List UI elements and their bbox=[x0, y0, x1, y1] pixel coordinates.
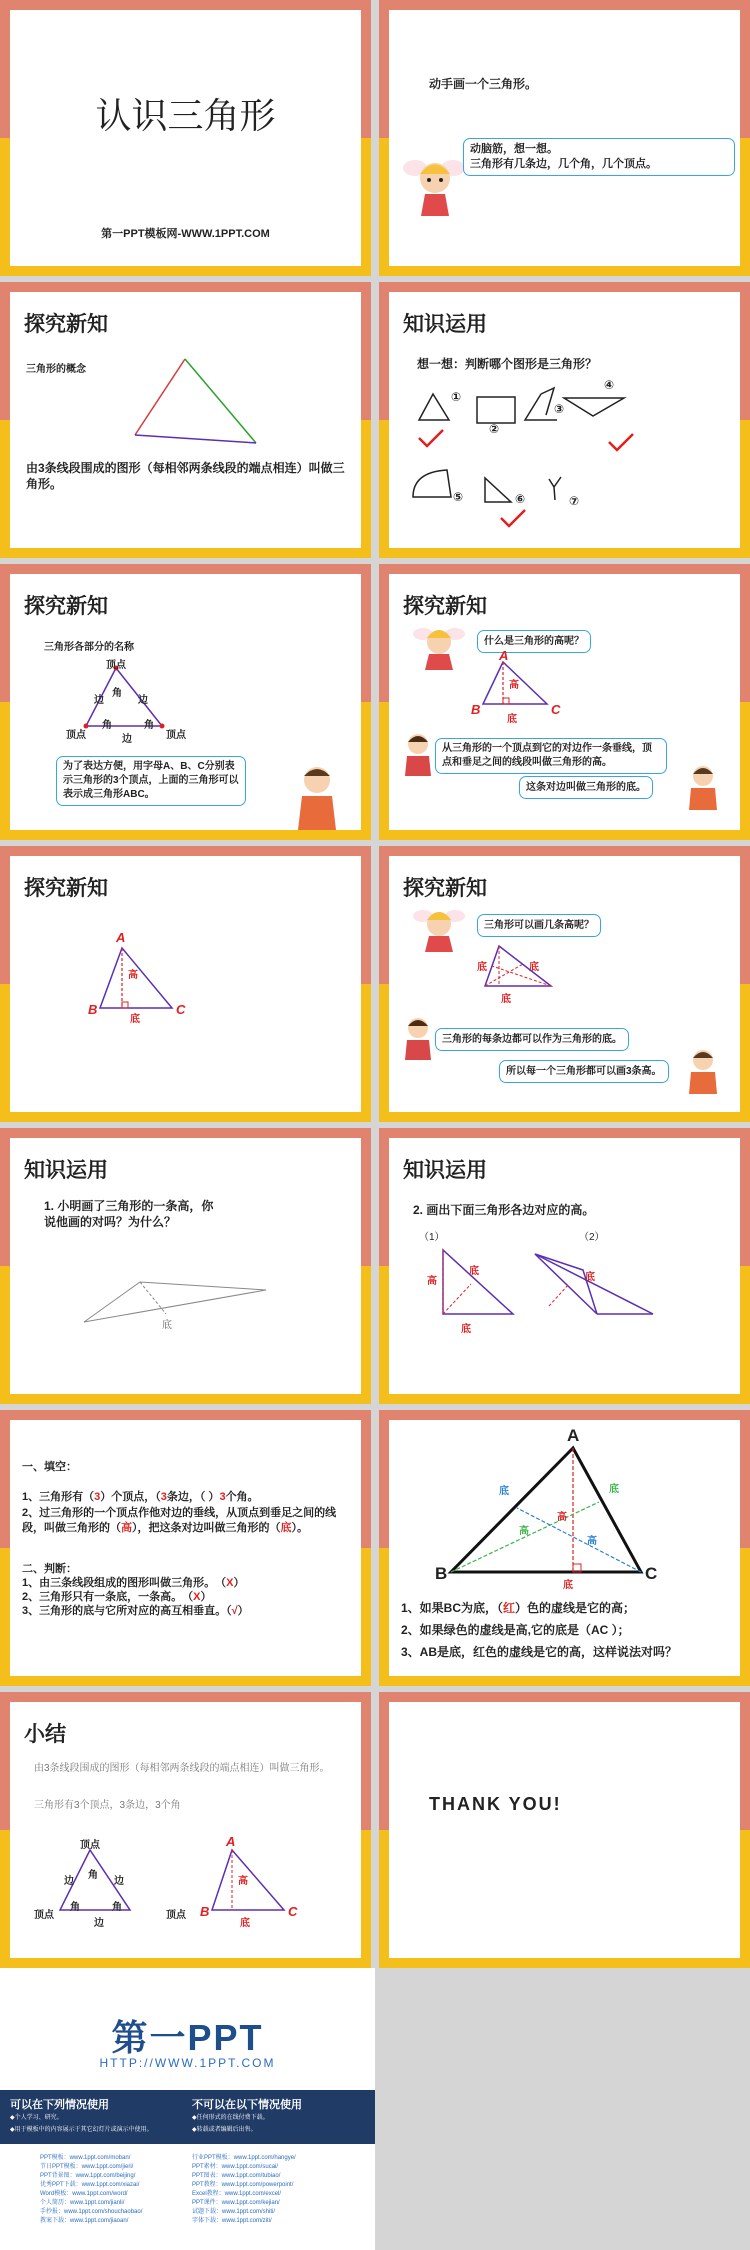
vertex-c: C bbox=[645, 1564, 658, 1583]
link[interactable]: 节日PPT模板：www.1ppt.com/jieri/ bbox=[40, 2164, 134, 2170]
link[interactable]: 试题下载：www.1ppt.com/shiti/ bbox=[192, 2209, 276, 2215]
judge-mark: √ bbox=[231, 1605, 238, 1617]
slide-parts bbox=[0, 564, 371, 840]
fill-text: ），把这条对边叫做三角形的（ bbox=[132, 1522, 281, 1534]
links-left bbox=[40, 2154, 190, 2226]
slide-title: 探究新知 bbox=[24, 313, 108, 336]
slide-title: 探究新知 bbox=[24, 877, 108, 900]
base-label: 底 bbox=[130, 1014, 140, 1025]
base-label: 底 bbox=[162, 1320, 172, 1331]
subtitle: 第一PPT模板网-WWW.1PPT.COM bbox=[101, 228, 270, 240]
question-bubble: 三角形可以画几条高呢？ bbox=[477, 914, 601, 937]
vertex-a: A bbox=[116, 930, 126, 945]
base-label-2: 底 bbox=[461, 1324, 471, 1335]
fill-text: 个角。 bbox=[225, 1491, 259, 1503]
base-label-bottom: 底 bbox=[501, 994, 511, 1005]
judge-item-3: 3、三角形的底与它所对应的高互相垂直。（√） bbox=[22, 1605, 249, 1617]
question-3: 3、AB是底，红色的虚线是它的高，这样说法对吗？ bbox=[401, 1645, 678, 1659]
number-3: ③ bbox=[554, 402, 565, 416]
girl-cartoon bbox=[403, 732, 433, 776]
side-label-left: 边 bbox=[94, 695, 104, 706]
parts-label: 三角形各部分的名称 bbox=[44, 642, 134, 653]
cannot-title: 不可以在以下情况使用 bbox=[192, 2099, 302, 2111]
height-label: 高 bbox=[509, 680, 519, 691]
vertex-c: C bbox=[551, 702, 561, 717]
angle-label-top: 角 bbox=[88, 1870, 98, 1881]
link[interactable]: 教案下载：www.1ppt.com/jiaoan/ bbox=[40, 2218, 129, 2224]
explain-bubble: 三角形的每条边都可以作为三角形的底。 bbox=[435, 1028, 629, 1051]
exercise-triangles bbox=[389, 1138, 740, 1394]
height-label: 高 bbox=[128, 970, 138, 981]
side-label-right: 边 bbox=[138, 695, 148, 706]
slide-exercise-2 bbox=[379, 1128, 750, 1404]
number-5: ⑤ bbox=[453, 490, 464, 504]
question-bubble: 什么是三角形的高呢？ bbox=[477, 630, 591, 653]
concept-label: 三角形的概念 bbox=[26, 364, 86, 375]
slide-height-example bbox=[0, 846, 371, 1122]
fill-item-1 bbox=[22, 1490, 361, 1505]
answer: 红 bbox=[503, 1601, 516, 1615]
slide-three-heights bbox=[379, 846, 750, 1122]
link[interactable]: PPT素材：www.1ppt.com/sucai/ bbox=[192, 2164, 279, 2170]
height-label-red: 高 bbox=[557, 1512, 567, 1523]
explain-bubble: 从三角形的一个顶点到它的对边作一条垂线，顶点和垂足之间的线段叫做三角形的高。 bbox=[435, 738, 667, 774]
slide-title: 探究新知 bbox=[403, 595, 487, 618]
question-1 bbox=[401, 1600, 740, 1616]
fill-title: 一、填空： bbox=[22, 1461, 77, 1473]
can-2: ◆用于模板中的内容展示于其它幻灯片或演示中使用。 bbox=[10, 2127, 153, 2133]
logo: 第一PPT bbox=[111, 2017, 264, 2058]
vertex-label-top: 顶点 bbox=[80, 1840, 100, 1851]
problem-1-label: （1） bbox=[419, 1232, 445, 1243]
fill-text: 2、过三角形的一个顶点作他对边的垂线，从顶点到垂足之间的线段，叫做三角形的（ bbox=[22, 1507, 337, 1534]
angle-label-left: 角 bbox=[102, 720, 112, 731]
slide-summary bbox=[0, 1692, 371, 1968]
q-text: ）色的虚线是它的高； bbox=[515, 1601, 636, 1615]
instruction: 动手画一个三角形。 bbox=[429, 77, 538, 91]
base-label-ab: 底 bbox=[499, 1486, 509, 1497]
vertex-b: B bbox=[435, 1564, 448, 1583]
link[interactable]: Word模板：www.1ppt.com/word/ bbox=[40, 2191, 128, 2197]
link[interactable]: 字体下载：www.1ppt.com/ziti/ bbox=[192, 2218, 272, 2224]
height-label-green: 高 bbox=[519, 1526, 529, 1537]
link[interactable]: 手抄报：www.1ppt.com/shouchaobao/ bbox=[40, 2209, 143, 2215]
number-2: ② bbox=[489, 422, 500, 436]
slide-title bbox=[0, 0, 371, 276]
slide-title: 探究新知 bbox=[403, 877, 487, 900]
links-right bbox=[192, 2154, 362, 2226]
vertex-c: C bbox=[176, 1002, 186, 1017]
side-label-bottom: 边 bbox=[122, 734, 132, 745]
side-label-left: 边 bbox=[64, 1876, 74, 1887]
speech-bubble bbox=[463, 138, 735, 176]
link[interactable]: Excel教程：www.1ppt.com/excel/ bbox=[192, 2191, 282, 2197]
angle-label-top: 角 bbox=[112, 688, 122, 699]
height-triangle bbox=[10, 856, 361, 1112]
height-label: 高 bbox=[427, 1276, 437, 1287]
side-label-right: 边 bbox=[114, 1876, 124, 1887]
cannot-2: ◆转载或者编辑后出售。 bbox=[192, 2127, 257, 2133]
definition: 由3条线段围成的图形（每相邻两条线段的端点相连）叫做三角形。 bbox=[26, 461, 345, 491]
slide-title: 小结 bbox=[24, 1723, 66, 1746]
number-7: ⑦ bbox=[569, 494, 580, 508]
vertex-label-left: 顶点 bbox=[34, 1910, 54, 1921]
can-1: ◆个人学习、研究。 bbox=[10, 2115, 63, 2121]
slide-exercise-1 bbox=[0, 1128, 371, 1404]
problem-2-label: （2） bbox=[579, 1232, 605, 1243]
triangle-figure bbox=[10, 292, 361, 548]
link[interactable]: 行业PPT模板：www.1ppt.com/hangye/ bbox=[192, 2155, 296, 2161]
boy-cartoon bbox=[685, 764, 721, 810]
question-2: 2、如果绿色的虚线是高,它的底是（AC ）； bbox=[401, 1623, 630, 1637]
link[interactable]: PPT教程：www.1ppt.com/powerpoint/ bbox=[192, 2182, 294, 2188]
link[interactable]: PPT模板：www.1ppt.com/moban/ bbox=[40, 2155, 131, 2161]
judge-item-1: 1、由三条线段组成的图形叫做三角形。 （X） bbox=[22, 1577, 245, 1589]
base-label-right: 底 bbox=[529, 962, 539, 973]
angle-label-right: 角 bbox=[112, 1902, 122, 1913]
base-label-3: 底 bbox=[585, 1272, 595, 1283]
vertex-label-left: 顶点 bbox=[66, 730, 86, 741]
exercise-triangle bbox=[10, 1138, 361, 1394]
fill-text: 1、三角形有（ bbox=[22, 1491, 95, 1503]
slide-title: 探究新知 bbox=[24, 595, 108, 618]
base-label: 底 bbox=[240, 1918, 250, 1929]
usage-panel bbox=[0, 2090, 375, 2144]
title: 认识三角形 bbox=[95, 95, 276, 136]
vertex-b: B bbox=[471, 702, 481, 717]
link[interactable]: PPT背景图：www.1ppt.com/beijing/ bbox=[40, 2173, 136, 2179]
answer: 3 bbox=[94, 1491, 101, 1503]
angle-label-left: 角 bbox=[70, 1902, 80, 1913]
girl-cartoon bbox=[403, 1016, 433, 1060]
vertex-a: A bbox=[567, 1426, 580, 1445]
cannot-1: ◆任何形式的在线付费下载。 bbox=[192, 2115, 269, 2121]
fill-text: ）个顶点，（ bbox=[100, 1491, 161, 1503]
number-4: ④ bbox=[604, 378, 615, 392]
number-6: ⑥ bbox=[515, 492, 526, 506]
slide-height bbox=[379, 564, 750, 840]
judge-mark: X bbox=[226, 1577, 234, 1589]
link[interactable]: PPT图表：www.1ppt.com/tubiao/ bbox=[192, 2173, 281, 2179]
base-label-ac: 底 bbox=[609, 1484, 619, 1495]
judge-text: 2、三角形只有一条底，一条高。 bbox=[22, 1591, 177, 1603]
height-label: 高 bbox=[238, 1876, 248, 1887]
number-1: ① bbox=[451, 390, 462, 404]
site-url: HTTP://WWW.1PPT.COM bbox=[99, 2056, 276, 2070]
slide-quiz bbox=[0, 1410, 371, 1686]
judge-title: 二、判断： bbox=[22, 1563, 77, 1575]
slide-title: 知识运用 bbox=[24, 1159, 108, 1182]
thank-you: THANK YOU! bbox=[429, 1794, 562, 1814]
slide-title: 知识运用 bbox=[403, 1159, 487, 1182]
note-bubble: 所以每一个三角形都可以画3条高。 bbox=[499, 1060, 669, 1083]
can-title: 可以在下列情况使用 bbox=[10, 2099, 109, 2111]
base-label-1: 底 bbox=[469, 1266, 479, 1277]
link[interactable]: PPT课件：www.1ppt.com/kejian/ bbox=[192, 2200, 280, 2206]
vertex-c: C bbox=[288, 1904, 298, 1919]
judge-item-2: 2、三角形只有一条底，一条高。 （X） bbox=[22, 1591, 212, 1603]
summary-line-2: 三角形有3个顶点，3条边，3个角 bbox=[34, 1800, 181, 1811]
angle-label-right: 角 bbox=[144, 720, 154, 731]
vertex-a: A bbox=[226, 1834, 236, 1849]
question: 1. 小明画了三角形的一条高，你说他画的对吗？为什么？ bbox=[44, 1199, 214, 1229]
bubble-line-1: 动脑筋，想一想。 bbox=[470, 143, 558, 155]
slide-color-question bbox=[379, 1410, 750, 1686]
slide-judge-shapes bbox=[379, 282, 750, 558]
question: 2. 画出下面三角形各边对应的高。 bbox=[413, 1203, 595, 1217]
template-footer bbox=[0, 1968, 375, 2250]
height-label-blue: 高 bbox=[587, 1536, 597, 1547]
vertex-b: B bbox=[88, 1002, 98, 1017]
base-label: 底 bbox=[507, 714, 517, 725]
slide-content bbox=[10, 10, 361, 266]
fill-item-2 bbox=[22, 1506, 354, 1536]
slide-draw bbox=[379, 0, 750, 276]
judge-text: 3、三角形的底与它所对应的高互相垂直。 bbox=[22, 1605, 227, 1617]
answer: 高 bbox=[121, 1522, 132, 1534]
note-bubble: 这条对边叫做三角形的底。 bbox=[519, 776, 653, 799]
answer: 3 bbox=[160, 1491, 167, 1503]
shape-options bbox=[389, 292, 740, 548]
boy-cartoon bbox=[685, 1048, 721, 1094]
slide-concept bbox=[0, 282, 371, 558]
judge-text: 1、由三条线段组成的图形叫做三角形。 bbox=[22, 1577, 210, 1589]
vertex-b: B bbox=[200, 1904, 210, 1919]
slide-title: 知识运用 bbox=[403, 313, 487, 336]
answer: 3 bbox=[219, 1491, 226, 1503]
answer: 底 bbox=[280, 1522, 292, 1534]
note-bubble: 为了表达方便，用字母A、B、C分别表示三角形的3个顶点，上面的三角形可以表示成三角形ABC。 bbox=[56, 756, 246, 806]
question: 想一想：判断哪个图形是三角形？ bbox=[417, 357, 598, 371]
angel-cartoon bbox=[403, 150, 463, 220]
boy-cartoon bbox=[292, 764, 342, 830]
base-label-bc: 底 bbox=[563, 1580, 573, 1591]
summary-line-1: 由3条线段围成的图形（每相邻两条线段的端点相连）叫做三角形。 bbox=[34, 1763, 330, 1774]
base-label-left: 底 bbox=[477, 962, 487, 973]
q-text: 1、如果BC为底，（ bbox=[401, 1601, 504, 1615]
slide-thanks bbox=[379, 1692, 750, 1968]
bubble-line-2: 三角形有几条边，几个角，几个顶点。 bbox=[470, 158, 657, 170]
vertex-label-right: 顶点 bbox=[166, 1910, 186, 1921]
vertex-a: A bbox=[499, 648, 509, 663]
vertex-label-top: 顶点 bbox=[106, 660, 126, 671]
vertex-label-right: 顶点 bbox=[166, 730, 186, 741]
link[interactable]: 优秀PPT下载：www.1ppt.com/xiazai/ bbox=[40, 2182, 140, 2188]
judge-mark: X bbox=[193, 1591, 201, 1603]
fill-text: ）。 bbox=[291, 1522, 308, 1534]
side-label-bottom: 边 bbox=[94, 1918, 104, 1929]
link[interactable]: 个人简历：www.1ppt.com/jianli/ bbox=[40, 2200, 125, 2206]
fill-text: 条边，（ ） bbox=[166, 1491, 220, 1503]
